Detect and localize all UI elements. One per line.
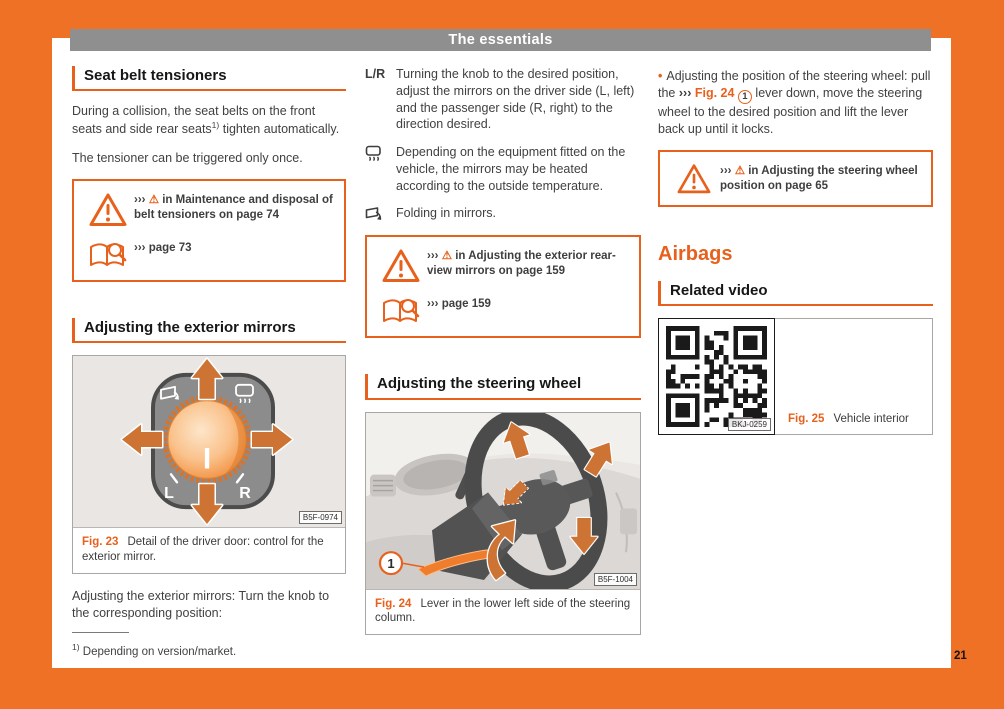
- warning-ref-text: in Adjusting the exterior rear-view mirrors on page 159: [427, 250, 616, 278]
- chevrons: ›››: [720, 164, 732, 177]
- folding-mirror-icon: [365, 205, 396, 224]
- warning-text: [427, 247, 631, 279]
- warning-glyph-icon: ⚠: [441, 250, 453, 263]
- image-id: B5F-1004: [594, 573, 637, 586]
- callout-reference: 1: [738, 90, 752, 104]
- footnote-marker: 1): [72, 642, 80, 653]
- paragraph-text: During a collision, the seat belts on the front seats and side rear seats: [72, 104, 316, 137]
- column-left: [72, 62, 346, 658]
- warning-box: [658, 150, 933, 207]
- callout-number: 1: [387, 555, 395, 571]
- warning-box: [72, 179, 346, 282]
- section-heading-seat-belt-tensioners: Seat belt tensioners: [72, 66, 346, 91]
- warning-text: [720, 162, 923, 194]
- list-item: [365, 205, 641, 224]
- figure-reference: Fig. 24: [694, 85, 735, 100]
- paragraph-text: Adjusting the position of the steering wheel: pull the: [658, 69, 931, 100]
- chevrons: ›››: [678, 85, 692, 100]
- paragraph-text: lever down, move the steering wheel to the desired position and lift the lever back up until it locks.: [658, 85, 923, 136]
- mirror-control-illustration: [73, 356, 345, 528]
- image-id: B5F-0974: [299, 511, 342, 524]
- section-heading-adjusting-steering-wheel: Adjusting the steering wheel: [365, 374, 641, 399]
- chapter-heading-airbags: Airbags: [658, 242, 733, 265]
- list-term: L/R: [365, 67, 386, 81]
- page-number: 21: [954, 650, 967, 662]
- chevrons: ›››: [427, 250, 439, 263]
- bullet: •: [658, 69, 663, 83]
- warning-triangle-icon: [375, 247, 427, 284]
- image-id: BKJ-0259: [728, 418, 771, 431]
- warning-row: [82, 239, 336, 270]
- warning-ref-text: in Maintenance and disposal of belt tensioners on page 74: [134, 193, 333, 221]
- page-header: The essentials: [70, 29, 931, 51]
- warning-ref-text: in Adjusting the steering wheel position on page 65: [720, 164, 918, 192]
- steering-wheel-illustration: [366, 413, 640, 590]
- chevrons: ›››: [427, 298, 439, 311]
- book-search-icon: [375, 295, 427, 326]
- knob-position-right: R: [239, 485, 251, 503]
- qr-code: [658, 318, 775, 435]
- paragraph: Adjusting the exterior mirrors: Turn the knob to the corresponding position:: [72, 588, 330, 620]
- warning-text: [134, 191, 336, 223]
- warning-row: [375, 247, 631, 284]
- figure-caption: [73, 528, 345, 573]
- warning-glyph-icon: ⚠: [734, 164, 746, 177]
- warning-ref-text: page 159: [441, 298, 491, 311]
- figure-caption-text: Lever in the lower left side of the steering column.: [375, 597, 631, 625]
- chevrons: ›››: [134, 193, 146, 206]
- warning-ref-text: page 73: [148, 241, 192, 254]
- chevrons: ›››: [134, 241, 146, 254]
- warning-row: [668, 162, 923, 195]
- section-heading-adjusting-exterior-mirrors: Adjusting the exterior mirrors: [72, 318, 346, 343]
- column-right: [658, 62, 933, 435]
- list-text: Turning the knob to the desired position, adjust the mirrors on the driver side (L, left) and the passenger side (R, right) to the direction desired.: [396, 67, 635, 132]
- warning-text: [427, 295, 491, 312]
- column-middle: [365, 62, 641, 649]
- list-item: [365, 144, 641, 194]
- warning-text: [134, 239, 192, 256]
- warning-box: [365, 235, 641, 338]
- book-search-icon: [82, 239, 134, 270]
- figure-caption: [366, 590, 640, 635]
- figure-caption-text: Detail of the driver door: control for the exterior mirror.: [82, 535, 324, 563]
- warning-triangle-icon: [668, 162, 720, 195]
- footnote-body: Depending on version/market.: [82, 646, 237, 658]
- figure-label: Fig. 25: [788, 412, 825, 425]
- paragraph: The tensioner can be triggered only once.: [72, 150, 303, 165]
- footnote: [72, 632, 236, 658]
- figure-24: [365, 412, 641, 636]
- knob-position-left: L: [164, 485, 174, 503]
- list-text: Folding in mirrors.: [396, 206, 497, 221]
- list-text: Depending on the equipment fitted on the vehicle, the mirrors may be heated according to the outside temperature.: [396, 145, 626, 193]
- warning-triangle-icon: [82, 191, 134, 228]
- figure-caption-text: Vehicle interior: [833, 412, 909, 425]
- figure-23: [72, 355, 346, 574]
- warning-row: [82, 191, 336, 228]
- figure-label: Fig. 24: [375, 597, 412, 610]
- knob-indicator: I: [202, 442, 212, 476]
- paragraph: [658, 68, 933, 138]
- footnote-reference: 1): [211, 120, 220, 130]
- heated-mirror-icon: [365, 144, 396, 194]
- footnote-rule: [72, 632, 129, 633]
- paragraph: [72, 103, 346, 138]
- footnote-text: [72, 642, 236, 658]
- figure-caption: [774, 319, 932, 434]
- figure-label: Fig. 23: [82, 535, 119, 548]
- list-item: [365, 66, 641, 133]
- section-heading-related-video: Related video: [658, 281, 933, 306]
- figure-25: [658, 318, 933, 435]
- paragraph-text: tighten automatically.: [222, 122, 340, 137]
- warning-row: [375, 295, 631, 326]
- warning-glyph-icon: ⚠: [148, 193, 160, 206]
